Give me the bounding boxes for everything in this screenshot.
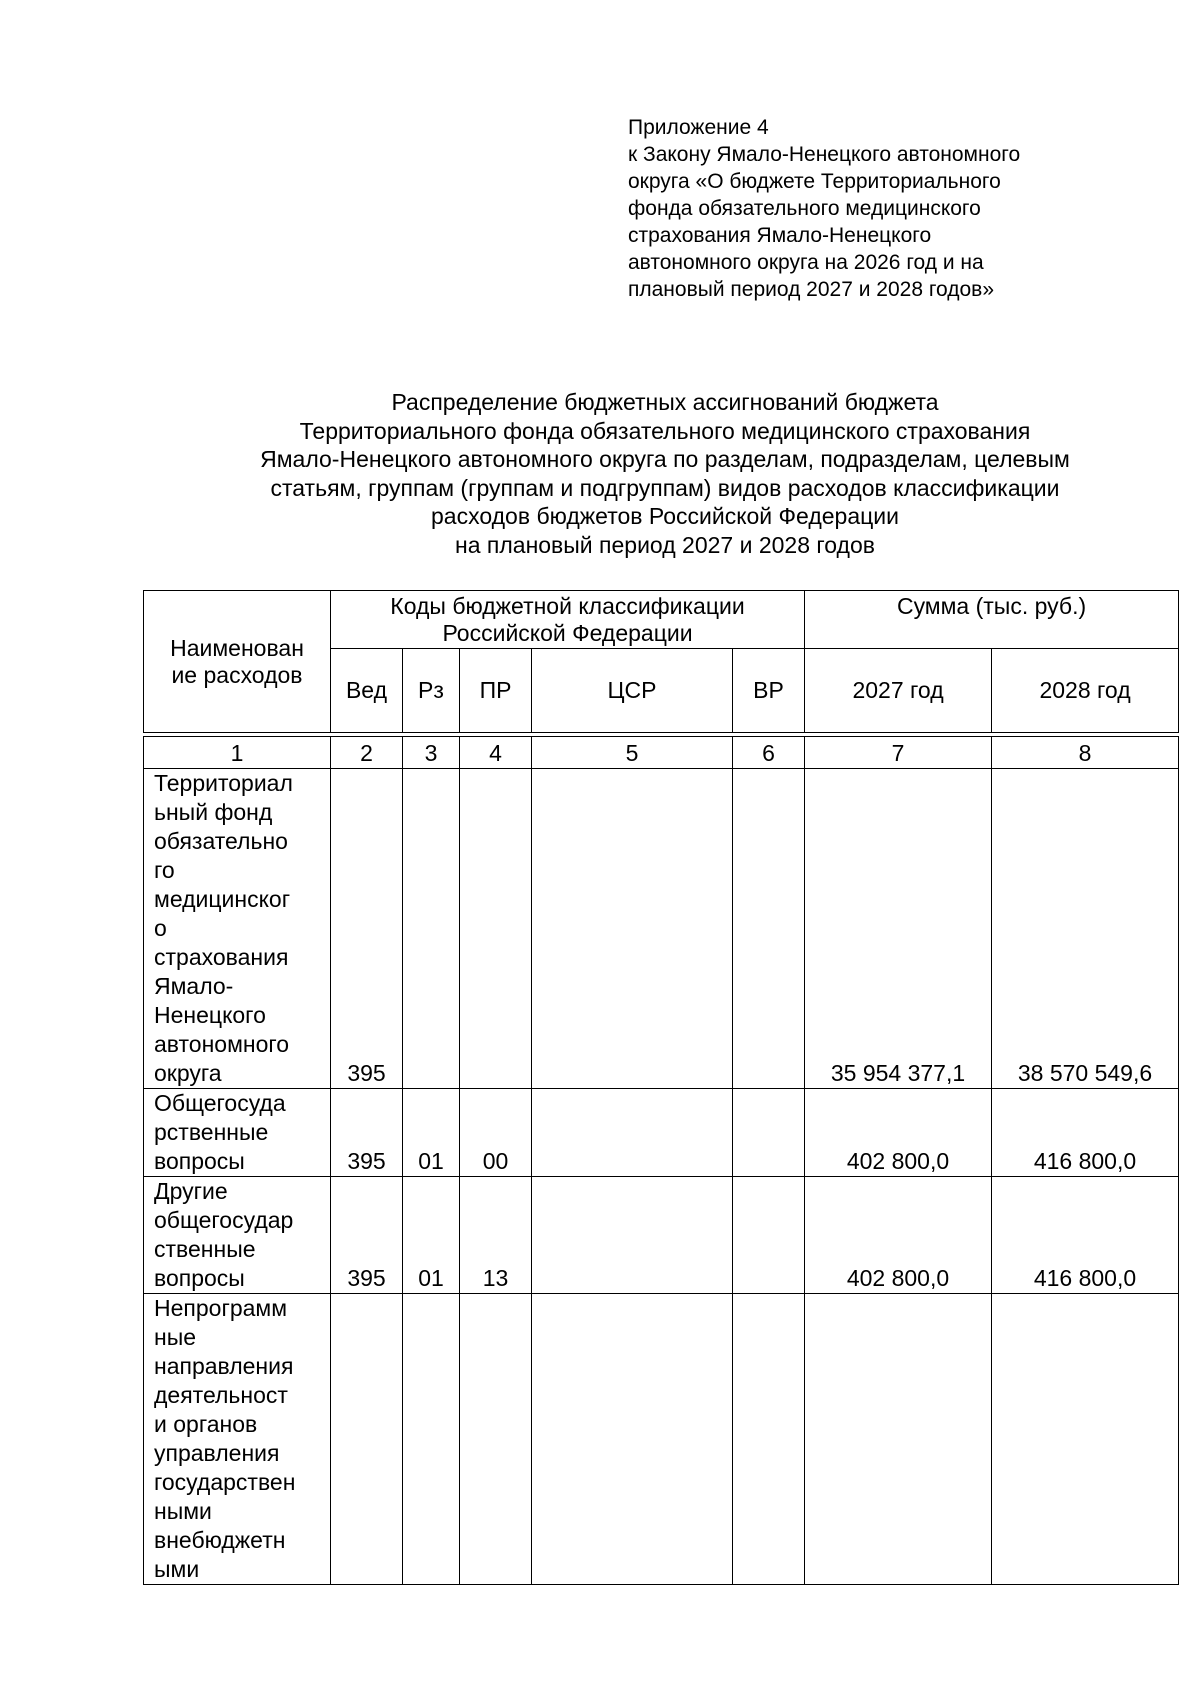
header-name-line: ие расходов bbox=[171, 661, 303, 688]
header-codes-group bbox=[331, 591, 805, 649]
title-line: статьям, группам (группам и подгруппам) видов расходов классификации bbox=[270, 474, 1060, 501]
cell-2028 bbox=[992, 1294, 1179, 1585]
cell-rz: 01 bbox=[403, 1177, 460, 1294]
row-name-line: общегосудар bbox=[154, 1207, 294, 1233]
header-rz: Рз bbox=[403, 649, 460, 733]
row-name-line: автономного bbox=[154, 1031, 290, 1057]
title-line: Ямало-Ненецкого автономного округа по разделам, подразделам, целевым bbox=[260, 446, 1070, 472]
cell-rz bbox=[403, 769, 460, 1089]
appendix-line: плановый период 2027 и 2028 годов» bbox=[628, 278, 995, 301]
row-name-line: страхования bbox=[154, 944, 289, 970]
row-name-line: ственные bbox=[154, 1236, 256, 1262]
cell-2027: 402 800,0 bbox=[805, 1089, 992, 1177]
table-header bbox=[143, 590, 1179, 733]
row-name-line: деятельност bbox=[154, 1382, 288, 1408]
cell-vr bbox=[733, 1177, 805, 1294]
cell-csr bbox=[532, 1177, 733, 1294]
header-vr: ВР bbox=[733, 649, 805, 733]
cell-csr bbox=[532, 1294, 733, 1585]
document-title bbox=[140, 388, 1190, 559]
column-number: 8 bbox=[992, 737, 1179, 769]
row-name-line: ные bbox=[154, 1324, 197, 1350]
title-line: Территориального фонда обязательного медицинского страхования bbox=[299, 417, 1031, 444]
cell-2027: 35 954 377,1 bbox=[805, 769, 992, 1089]
row-name-line: рственные bbox=[154, 1119, 269, 1145]
header-codes-line: Российской Федерации bbox=[442, 620, 693, 646]
appendix-line: фонда обязательного медицинского bbox=[628, 197, 981, 220]
cell-2027: 402 800,0 bbox=[805, 1177, 992, 1294]
appendix-line: Приложение 4 bbox=[628, 116, 769, 139]
column-number: 1 bbox=[144, 737, 331, 769]
row-name bbox=[144, 1089, 331, 1177]
row-name-line: медицинског bbox=[154, 886, 291, 912]
row-name-line: Другие bbox=[154, 1178, 228, 1204]
row-name-line: государствен bbox=[154, 1469, 296, 1495]
cell-2028: 416 800,0 bbox=[992, 1089, 1179, 1177]
cell-pr bbox=[460, 1294, 532, 1585]
row-name-line: Ямало- bbox=[154, 973, 234, 999]
appendix-line: автономного округа на 2026 год и на bbox=[628, 251, 984, 274]
header-name-line: Наименован bbox=[170, 634, 304, 661]
column-number: 4 bbox=[460, 737, 532, 769]
row-name-line: вопросы bbox=[154, 1265, 245, 1291]
row-name bbox=[144, 1294, 331, 1585]
column-number: 6 bbox=[733, 737, 805, 769]
header-ved: Вед bbox=[331, 649, 403, 733]
cell-csr bbox=[532, 1089, 733, 1177]
appendix-note bbox=[628, 114, 1148, 303]
cell-rz: 01 bbox=[403, 1089, 460, 1177]
column-number: 5 bbox=[532, 737, 733, 769]
cell-vr bbox=[733, 1089, 805, 1177]
table-row bbox=[144, 769, 1179, 1089]
title-line: расходов бюджетов Российской Федерации bbox=[431, 503, 899, 529]
cell-pr: 13 bbox=[460, 1177, 532, 1294]
row-name bbox=[144, 769, 331, 1089]
row-name bbox=[144, 1177, 331, 1294]
row-name-line: и органов bbox=[154, 1411, 258, 1437]
column-number: 2 bbox=[331, 737, 403, 769]
header-2028: 2028 год bbox=[992, 649, 1179, 733]
cell-pr: 00 bbox=[460, 1089, 532, 1177]
column-numbers-row bbox=[144, 737, 1179, 769]
appendix-line: округа «О бюджете Территориального bbox=[628, 170, 1001, 193]
row-name-line: Ненецкого bbox=[154, 1002, 266, 1028]
cell-vr bbox=[733, 1294, 805, 1585]
row-name-line: ными bbox=[154, 1498, 212, 1524]
cell-rz bbox=[403, 1294, 460, 1585]
column-number: 3 bbox=[403, 737, 460, 769]
title-line: на плановый период 2027 и 2028 годов bbox=[455, 531, 875, 558]
table-row bbox=[144, 1294, 1179, 1585]
row-name-line: направления bbox=[154, 1353, 294, 1379]
appendix-line: к Закону Ямало-Ненецкого автономного bbox=[628, 143, 1021, 166]
row-name-line: го bbox=[154, 857, 175, 883]
title-line: Распределение бюджетных ассигнований бюджета bbox=[391, 389, 939, 415]
header-sum-group: Сумма (тыс. руб.) bbox=[805, 591, 1179, 649]
cell-ved: 395 bbox=[331, 1177, 403, 1294]
row-name-line: Непрограмм bbox=[154, 1295, 288, 1321]
appendix-line: страхования Ямало-Ненецкого bbox=[628, 224, 932, 247]
cell-vr bbox=[733, 769, 805, 1089]
header-codes-line: Коды бюджетной классификации bbox=[390, 593, 745, 619]
row-name-line: управления bbox=[154, 1440, 280, 1466]
cell-csr bbox=[532, 769, 733, 1089]
header-name-column bbox=[144, 591, 331, 733]
row-name-line: ыми bbox=[154, 1556, 200, 1582]
table-row bbox=[144, 1089, 1179, 1177]
cell-pr bbox=[460, 769, 532, 1089]
cell-ved: 395 bbox=[331, 769, 403, 1089]
row-name-line: вопросы bbox=[154, 1148, 245, 1174]
cell-2028: 38 570 549,6 bbox=[992, 769, 1179, 1089]
row-name-line: ьный фонд bbox=[154, 799, 273, 825]
row-name-line: Общегосуда bbox=[154, 1090, 286, 1116]
header-2027: 2027 год bbox=[805, 649, 992, 733]
budget-table bbox=[143, 736, 1179, 1585]
cell-ved: 395 bbox=[331, 1089, 403, 1177]
column-number: 7 bbox=[805, 737, 992, 769]
cell-ved bbox=[331, 1294, 403, 1585]
cell-2028: 416 800,0 bbox=[992, 1177, 1179, 1294]
table-row bbox=[144, 1177, 1179, 1294]
header-pr: ПР bbox=[460, 649, 532, 733]
row-name-line: округа bbox=[154, 1060, 222, 1086]
row-name-line: о bbox=[154, 915, 167, 941]
header-csr: ЦСР bbox=[532, 649, 733, 733]
row-name-line: внебюджетн bbox=[154, 1527, 286, 1553]
cell-2027 bbox=[805, 1294, 992, 1585]
row-name-line: обязательно bbox=[154, 828, 288, 854]
row-name-line: Территориал bbox=[154, 770, 293, 796]
